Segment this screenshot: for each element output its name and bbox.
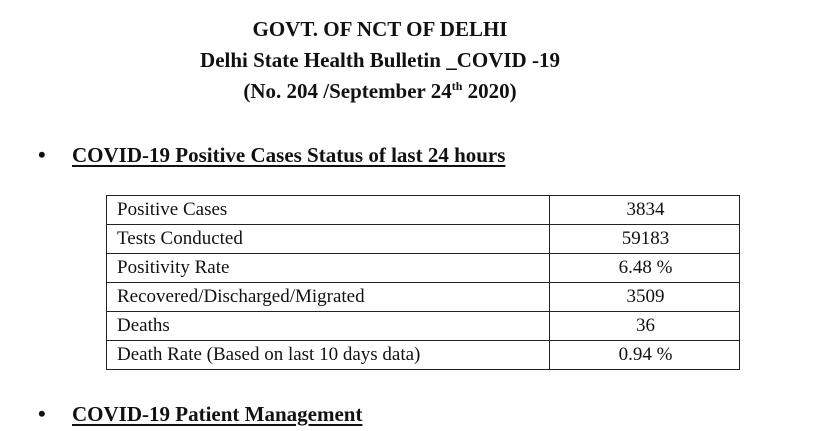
bulletin-number-date-suffix: 2020) <box>462 79 517 103</box>
bulletin-number-date <box>0 76 760 107</box>
table-row <box>107 254 740 283</box>
row-value: 6.48 % <box>550 254 740 283</box>
row-label: Tests Conducted <box>107 225 550 254</box>
section-patient-management-heading <box>38 401 362 427</box>
row-value: 3509 <box>550 283 740 312</box>
bullet-icon: • <box>38 401 46 426</box>
govt-title: GOVT. OF NCT OF DELHI <box>252 17 508 41</box>
row-value: 36 <box>550 312 740 341</box>
bulletin-title: Delhi State Health Bulletin _COVID -19 <box>200 48 560 72</box>
row-label: Positive Cases <box>107 196 550 225</box>
section-positive-cases-heading <box>38 142 505 168</box>
bullet-icon: • <box>38 142 46 167</box>
section-title: COVID-19 Positive Cases Status of last 24 hours <box>72 143 506 167</box>
section-title: COVID-19 Patient Management <box>72 402 363 426</box>
positive-cases-status-table <box>106 195 740 370</box>
date-ordinal-suffix: th <box>451 79 463 93</box>
row-label: Recovered/Discharged/Migrated <box>107 283 550 312</box>
table-row <box>107 196 740 225</box>
table-row <box>107 283 740 312</box>
table-row <box>107 341 740 370</box>
table-row <box>107 312 740 341</box>
row-value: 59183 <box>550 225 740 254</box>
row-label: Deaths <box>107 312 550 341</box>
row-label: Death Rate (Based on last 10 days data) <box>107 341 550 370</box>
row-label: Positivity Rate <box>107 254 550 283</box>
bulletin-number-date-prefix: (No. 204 /September 24 <box>243 79 452 103</box>
row-value: 0.94 % <box>550 341 740 370</box>
row-value: 3834 <box>550 196 740 225</box>
table-row <box>107 225 740 254</box>
bulletin-header <box>0 14 760 107</box>
